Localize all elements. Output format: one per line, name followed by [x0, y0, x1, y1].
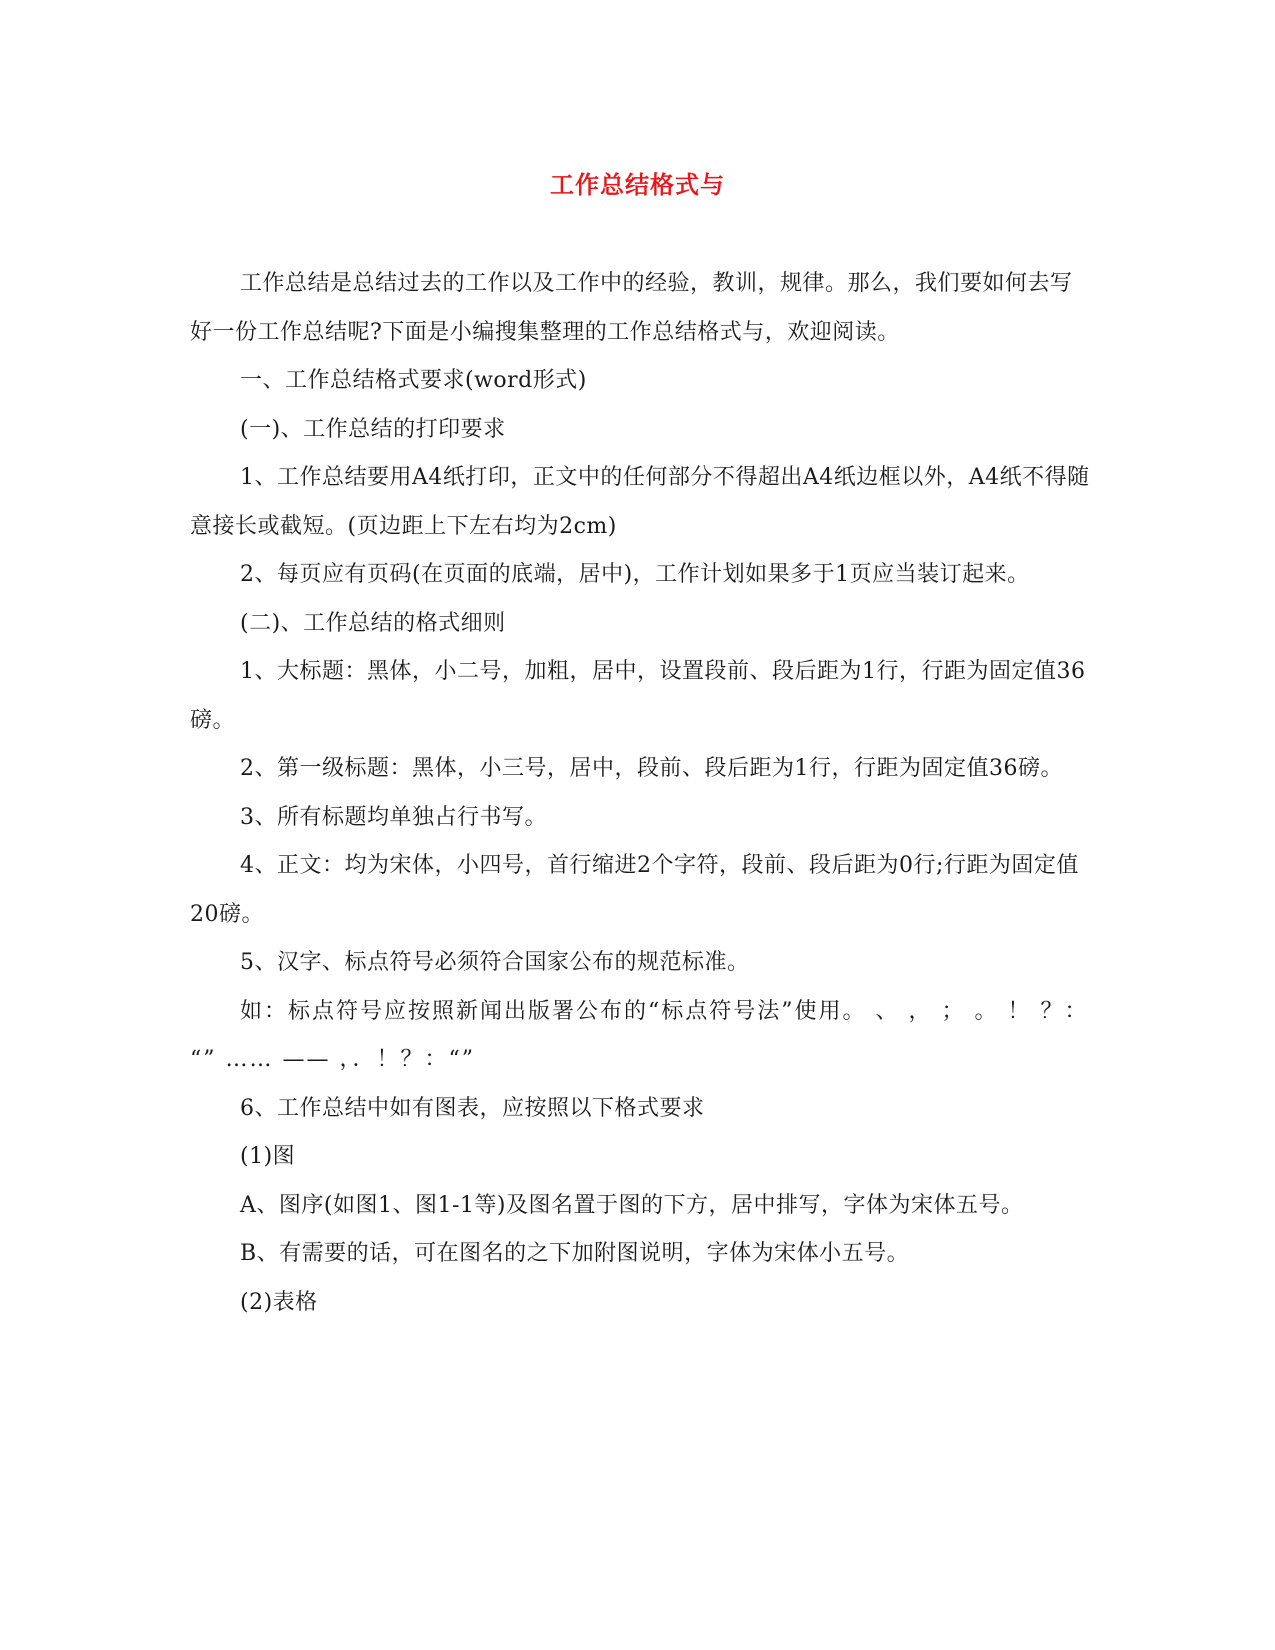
subheading-format-details: (二)、工作总结的格式细则 — [240, 610, 506, 636]
subheading-table: (2)表格 — [240, 1289, 318, 1315]
paragraph-item: 1、工作总结要用A4纸打印，正文中的任何部分不得超出A4纸边框以外，A4纸不得随意接长或截短。(页边距上下左右均为2cm) — [190, 465, 1090, 539]
subheading-print-requirements: (一)、工作总结的打印要求 — [240, 416, 506, 442]
paragraph-intro: 工作总结是总结过去的工作以及工作中的经验，教训，规律。那么，我们要如何去写好一份工作总结呢?下面是小编搜集整理的工作总结格式与，欢迎阅读。 — [190, 271, 1073, 345]
paragraph-item: 2、第一级标题：黑体，小三号，居中，段前、段后距为1行，行距为固定值36磅。 — [240, 756, 1063, 781]
paragraph-item: A、图序(如图1、图1-1等)及图名置于图的下方，居中排写，字体为宋体五号。 — [240, 1192, 1024, 1218]
paragraph-item: 4、正文：均为宋体，小四号，首行缩进2个字符，段前、段后距为0行;行距为固定值20磅。 — [190, 853, 1079, 927]
paragraph-item: B、有需要的话，可在图名的之下加附图说明，字体为宋体小五号。 — [240, 1241, 910, 1266]
subheading-figure: (1)图 — [240, 1144, 296, 1169]
paragraph-item: 5、汉字、标点符号必须符合国家公布的规范标准。 — [240, 950, 750, 975]
paragraph-punctuation-example: 如：标点符号应按照新闻出版署公布的“标点符号法”使用。 、 ， ； 。 ！ ？： “” …… —— ，．！？：“” — [190, 998, 1089, 1072]
paragraph-item: 1、大标题：黑体，小二号，加粗，居中，设置段前、段后距为1行，行距为固定值36磅。 — [190, 659, 1086, 733]
paragraph-item: 3、所有标题均单独占行书写。 — [240, 804, 547, 830]
heading-section-1: 一、工作总结格式要求(word形式) — [240, 368, 587, 393]
document-title: 工作总结格式与 — [550, 170, 725, 199]
paragraph-item: 6、工作总结中如有图表，应按照以下格式要求 — [240, 1095, 705, 1121]
document-body — [190, 260, 1090, 1327]
paragraph-item: 2、每页应有页码(在页面的底端，居中)，工作计划如果多于1页应当装订起来。 — [240, 562, 1030, 587]
